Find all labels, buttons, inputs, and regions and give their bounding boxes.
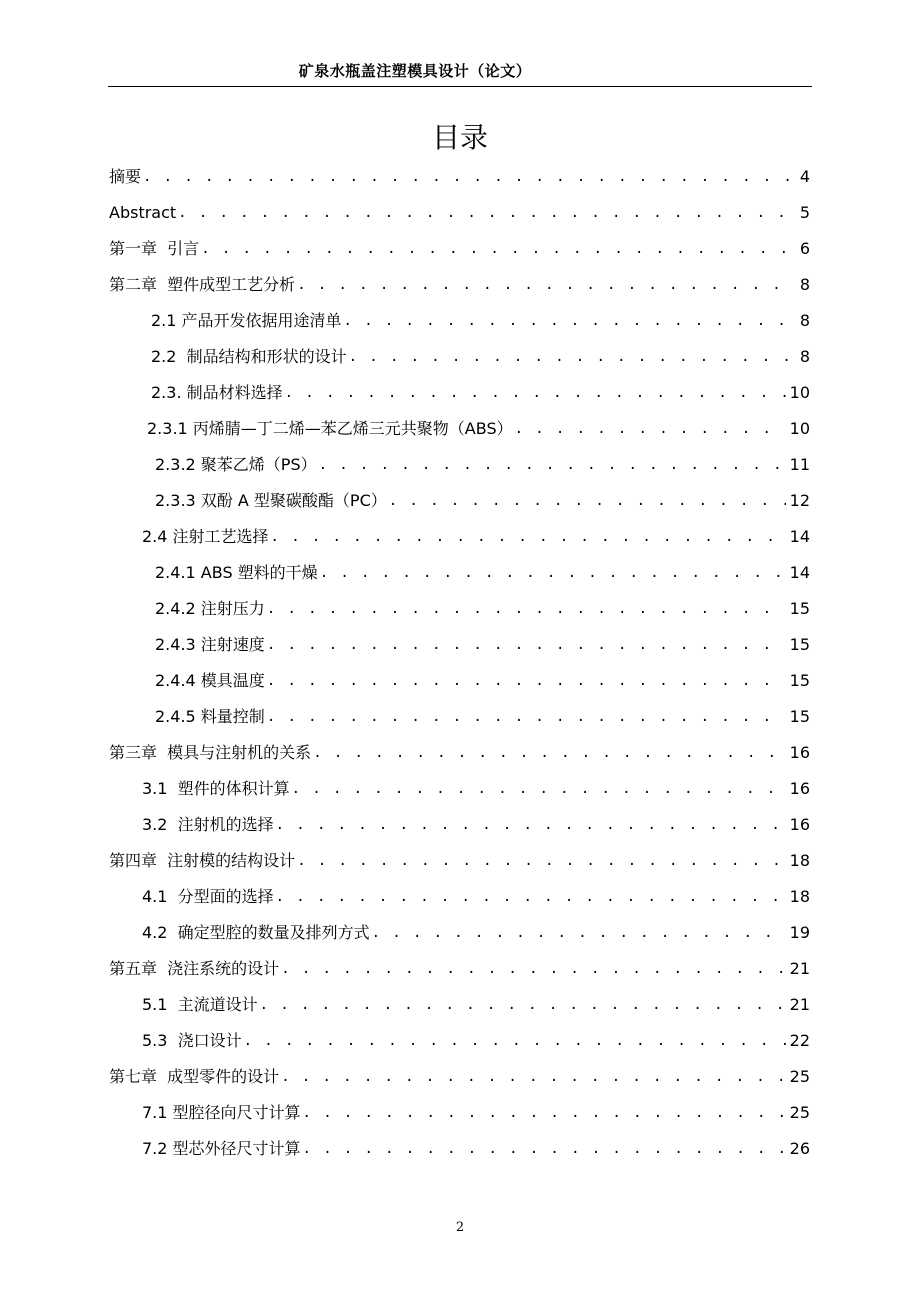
toc-entry-leader (313, 742, 785, 764)
toc-entry[interactable] (109, 238, 810, 260)
toc-entry-page: 18 (789, 887, 810, 906)
toc-entry-leader (297, 274, 796, 296)
toc-entry-leader (319, 454, 786, 476)
toc-entry-label: 7.1 型腔径向尺寸计算 (142, 1103, 301, 1122)
toc-entry[interactable] (155, 598, 810, 620)
toc-entry[interactable] (151, 310, 810, 332)
toc-entry-leader (276, 814, 786, 836)
toc-entry-label: 5.1 主流道设计 (142, 995, 258, 1014)
toc-entry[interactable] (155, 490, 810, 512)
toc-entry-label: Abstract (109, 203, 177, 222)
toc-entry-label: 5.3 浇口设计 (142, 1031, 242, 1050)
toc-entry-leader (297, 850, 785, 872)
toc-entry-label: 第五章 浇注系统的设计 (109, 959, 280, 978)
toc-entry[interactable] (151, 346, 810, 368)
toc-entry-leader (267, 670, 786, 692)
toc-entry-leader (389, 490, 786, 512)
toc-entry-page: 6 (799, 239, 810, 258)
toc-entry-page: 8 (799, 311, 810, 330)
toc-entry-label: 2.3.1 丙烯腈—丁二烯—苯乙烯三元共聚物（ABS） (147, 419, 513, 438)
toc-entry-page: 21 (789, 995, 810, 1014)
toc-entry-leader (201, 238, 796, 260)
page-number: 2 (455, 1220, 465, 1235)
toc-entry-label: 第七章 成型零件的设计 (109, 1067, 280, 1086)
toc-entry-page: 8 (799, 347, 810, 366)
toc-entry[interactable] (147, 418, 810, 440)
toc-entry[interactable] (155, 706, 810, 728)
toc-entry-page: 5 (799, 203, 810, 222)
toc-entry-label: 4.2 确定型腔的数量及排列方式 (142, 923, 370, 942)
toc-entry-page: 15 (789, 599, 810, 618)
toc-entry[interactable] (109, 274, 810, 296)
toc-entry[interactable] (142, 1138, 810, 1160)
toc-entry-page: 16 (789, 779, 810, 798)
toc-entry-leader (292, 778, 786, 800)
toc-entry[interactable] (155, 454, 810, 476)
toc-entry[interactable] (142, 922, 810, 944)
toc-entry[interactable] (109, 742, 810, 764)
toc-entry-leader (267, 598, 786, 620)
toc-entry[interactable] (142, 778, 810, 800)
toc-entry-leader (515, 418, 786, 440)
toc-entry-page: 8 (799, 275, 810, 294)
toc-entry[interactable] (142, 1102, 810, 1124)
toc-entry-leader (178, 202, 796, 224)
toc-entry-leader (267, 634, 786, 656)
toc-entry-leader (285, 382, 786, 404)
toc-entry[interactable] (109, 958, 810, 980)
toc-entry-page: 19 (789, 923, 810, 942)
toc-entry-label: 2.3.3 双酚 A 型聚碳酸酯（PC） (155, 491, 387, 510)
toc-entry-label: 第二章 塑件成型工艺分析 (109, 275, 296, 294)
toc-entry-leader (344, 310, 796, 332)
toc-entry-page: 16 (789, 743, 810, 762)
toc-entry-label: 2.4.4 模具温度 (155, 671, 265, 690)
toc-entry-page: 25 (789, 1103, 810, 1122)
toc-entry[interactable] (142, 886, 810, 908)
toc-entry-label: 2.4.3 注射速度 (155, 635, 265, 654)
toc-entry[interactable] (142, 1030, 810, 1052)
toc-entry[interactable] (142, 994, 810, 1016)
toc-entry-page: 21 (789, 959, 810, 978)
toc-entry-leader (303, 1102, 786, 1124)
toc-entry[interactable] (155, 562, 810, 584)
toc-title: 目录 (431, 121, 488, 154)
toc-entry-label: 2.4 注射工艺选择 (142, 527, 269, 546)
toc-entry[interactable] (151, 382, 810, 404)
toc-entry-label: 摘要 (109, 167, 142, 186)
toc-entry-leader (349, 346, 796, 368)
toc-entry-label: 7.2 型芯外径尺寸计算 (142, 1139, 301, 1158)
toc-entry-leader (276, 886, 786, 908)
toc-entry[interactable] (109, 166, 810, 188)
toc-entry[interactable] (155, 634, 810, 656)
toc-entry[interactable] (155, 670, 810, 692)
toc-entry-leader (372, 922, 786, 944)
toc-entry-page: 12 (789, 491, 810, 510)
toc-entry-page: 4 (799, 167, 810, 186)
toc-entry-leader (281, 958, 785, 980)
toc-entry[interactable] (109, 1066, 810, 1088)
toc-entry-label: 第四章 注射模的结构设计 (109, 851, 296, 870)
running-header-text: 矿泉水瓶盖注塑模具设计（论文） (298, 62, 532, 80)
toc-entry-leader (281, 1066, 785, 1088)
toc-entry-page: 25 (789, 1067, 810, 1086)
toc-entry-label: 第一章 引言 (109, 239, 200, 258)
toc-entry-page: 14 (789, 563, 810, 582)
toc-entry-leader (260, 994, 786, 1016)
toc-entry-page: 14 (789, 527, 810, 546)
toc-entry-page: 10 (789, 383, 810, 402)
toc-entry-leader (267, 706, 786, 728)
toc-entry-page: 15 (789, 671, 810, 690)
toc-entry-page: 22 (789, 1031, 810, 1050)
toc-entry-label: 2.4.5 料量控制 (155, 707, 265, 726)
toc-entry-label: 第三章 模具与注射机的关系 (109, 743, 312, 762)
toc-entry[interactable] (109, 202, 810, 224)
toc-entry-label: 2.3.2 聚苯乙烯（PS） (155, 455, 317, 474)
toc-entry-label: 4.1 分型面的选择 (142, 887, 274, 906)
toc-entry-page: 26 (789, 1139, 810, 1158)
toc-entry[interactable] (142, 814, 810, 836)
toc-entry-leader (271, 526, 786, 548)
toc-entry-label: 2.2 制品结构和形状的设计 (151, 347, 347, 366)
toc-entry-label: 2.4.1 ABS 塑料的干燥 (155, 563, 318, 582)
toc-entry-leader (244, 1030, 786, 1052)
toc-entry-label: 2.4.2 注射压力 (155, 599, 265, 618)
toc-entry-leader (143, 166, 796, 188)
toc-entry-leader (303, 1138, 786, 1160)
toc-entry-label: 3.1 塑件的体积计算 (142, 779, 290, 798)
toc-entry-page: 10 (789, 419, 810, 438)
toc-entry-label: 2.3. 制品材料选择 (151, 383, 283, 402)
toc-entry-page: 16 (789, 815, 810, 834)
toc-entry-label: 3.2 注射机的选择 (142, 815, 274, 834)
toc-entry[interactable] (142, 526, 810, 548)
toc-entry-label: 2.1 产品开发依据用途清单 (151, 311, 342, 330)
toc-entry-leader (320, 562, 786, 584)
toc-entry[interactable] (109, 850, 810, 872)
toc-entry-page: 18 (789, 851, 810, 870)
toc-entry-page: 11 (789, 455, 810, 474)
toc-entry-page: 15 (789, 707, 810, 726)
toc-entry-page: 15 (789, 635, 810, 654)
